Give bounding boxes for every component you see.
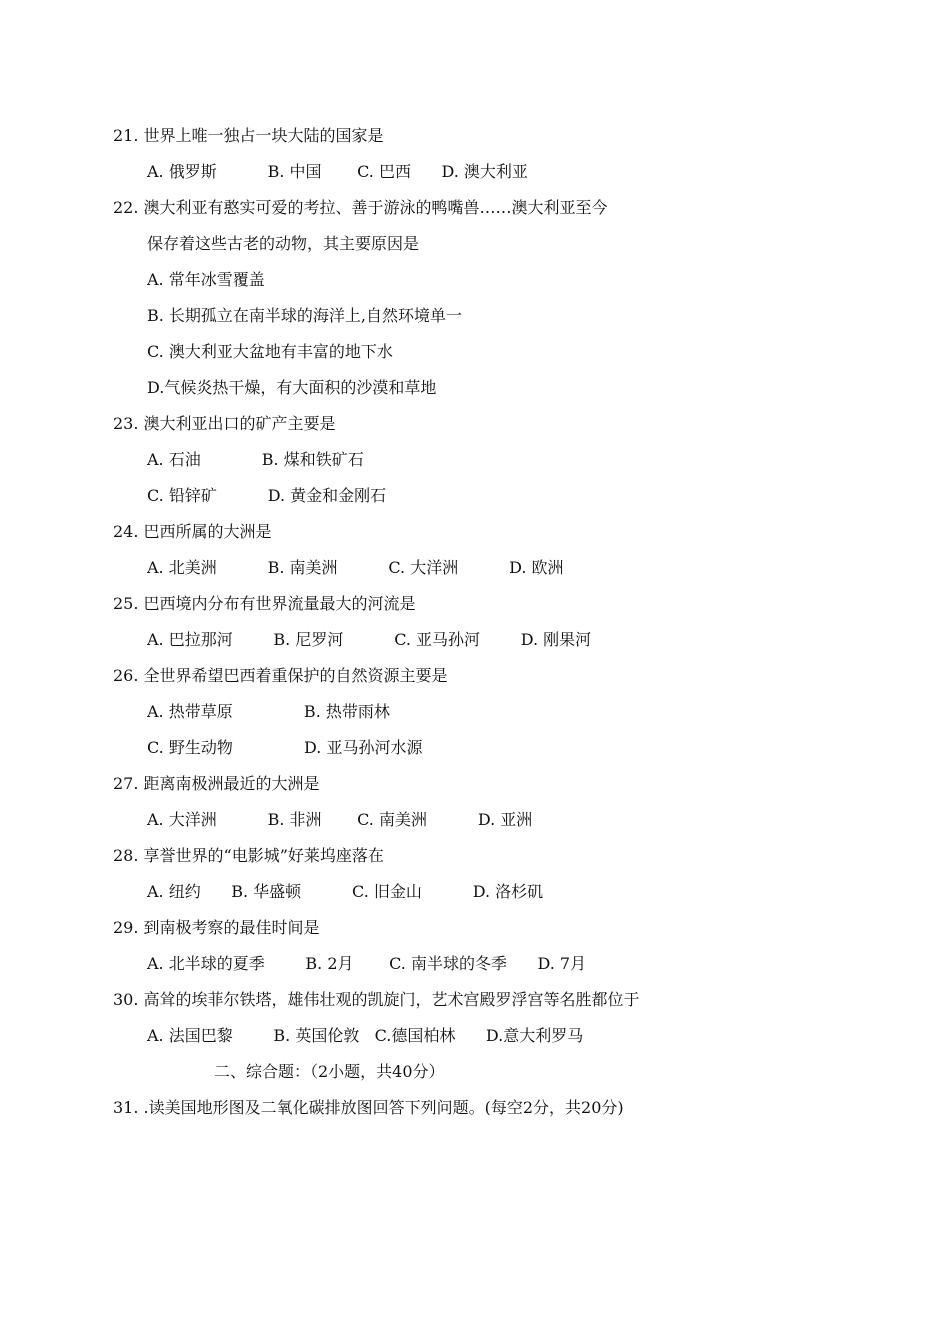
q29-stem: 29. 到南极考察的最佳时间是 — [113, 918, 320, 937]
q29-options: A. 北半球的夏季 B. 2月 C. 南半球的冬季 D. 7月 — [147, 954, 587, 973]
q22-stem-continued: 保存着这些古老的动物，其主要原因是 — [147, 234, 420, 253]
q25-options: A. 巴拉那河 B. 尼罗河 C. 亚马孙河 D. 刚果河 — [147, 630, 592, 649]
q21-stem: 21. 世界上唯一独占一块大陆的国家是 — [113, 126, 384, 145]
q26-options-cd: C. 野生动物 D. 亚马孙河水源 — [147, 738, 423, 757]
q25-stem: 25. 巴西境内分布有世界流量最大的河流是 — [113, 594, 416, 613]
q23-options-cd: C. 铅锌矿 D. 黄金和金刚石 — [147, 486, 387, 505]
q26-stem: 26. 全世界希望巴西着重保护的自然资源主要是 — [113, 666, 448, 685]
q22-option-a: A. 常年冰雪覆盖 — [147, 270, 265, 289]
q31-stem: 31. .读美国地形图及二氧化碳排放图回答下列问题。(每空2分，共20分) — [113, 1098, 624, 1117]
q24-options: A. 北美洲 B. 南美洲 C. 大洋洲 D. 欧洲 — [147, 558, 564, 577]
q27-options: A. 大洋洲 B. 非洲 C. 南美洲 D. 亚洲 — [147, 810, 533, 829]
q30-stem: 30. 高耸的埃菲尔铁塔，雄伟壮观的凯旋门，艺术宫殿罗浮宫等名胜都位于 — [113, 990, 640, 1009]
q22-option-d: D.气候炎热干燥，有大面积的沙漠和草地 — [147, 378, 437, 397]
q24-stem: 24. 巴西所属的大洲是 — [113, 522, 272, 541]
section-heading: 二、综合题：（2小题，共40分） — [214, 1062, 445, 1081]
q28-stem: 28. 享誉世界的“电影城”好莱坞座落在 — [113, 846, 384, 865]
q22-option-c: C. 澳大利亚大盆地有丰富的地下水 — [147, 342, 393, 361]
q30-options: A. 法国巴黎 B. 英国伦敦 C.德国柏林 D.意大利罗马 — [147, 1026, 584, 1045]
q27-stem: 27. 距离南极洲最近的大洲是 — [113, 774, 320, 793]
q23-stem: 23. 澳大利亚出口的矿产主要是 — [113, 414, 336, 433]
q23-options-ab: A. 石油 B. 煤和铁矿石 — [147, 450, 364, 469]
q28-options: A. 纽约 B. 华盛顿 C. 旧金山 D. 洛杉矶 — [147, 882, 544, 901]
q22-stem: 22. 澳大利亚有憨实可爱的考拉、善于游泳的鸭嘴兽……澳大利亚至今 — [113, 198, 608, 217]
q26-options-ab: A. 热带草原 B. 热带雨林 — [147, 702, 390, 721]
q21-options: A. 俄罗斯 B. 中国 C. 巴西 D. 澳大利亚 — [147, 162, 528, 181]
q22-option-b: B. 长期孤立在南半球的海洋上,自然环境单一 — [147, 306, 463, 325]
